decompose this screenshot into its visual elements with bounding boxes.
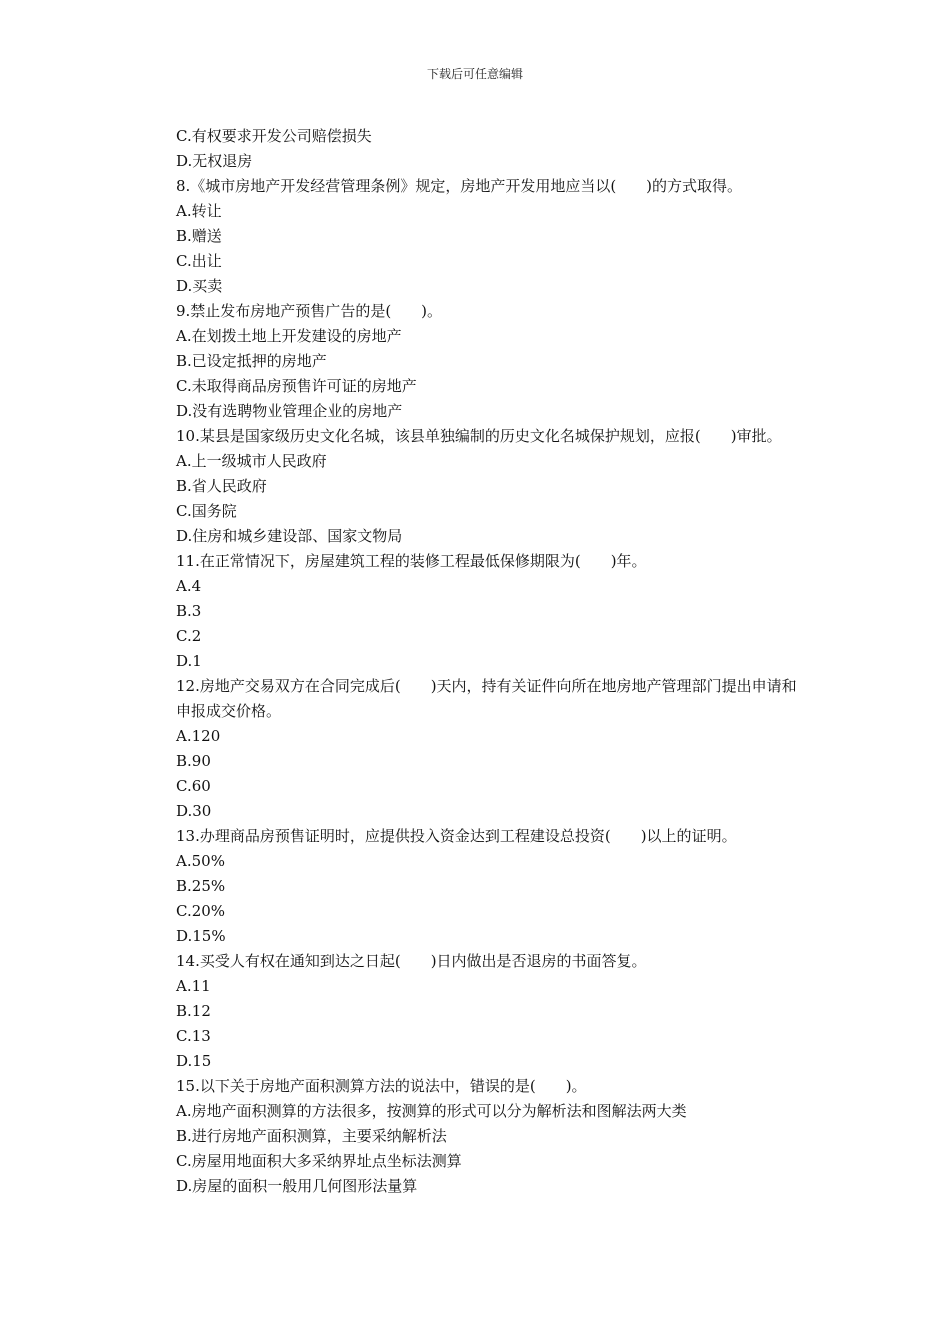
- answer-option: B.3: [176, 602, 202, 620]
- answer-option: B.进行房地产面积测算，主要采纳解析法: [176, 1127, 447, 1145]
- answer-option: D.30: [176, 802, 212, 820]
- answer-option: C.未取得商品房预售许可证的房地产: [176, 377, 417, 395]
- answer-option: A.上一级城市人民政府: [176, 452, 327, 470]
- answer-option: C.房屋用地面积大多采纳界址点坐标法测算: [176, 1152, 462, 1170]
- answer-option: D.没有选聘物业管理企业的房地产: [176, 402, 403, 420]
- answer-option: A.在划拨土地上开发建设的房地产: [176, 327, 402, 345]
- answer-option: B.25%: [176, 877, 226, 895]
- answer-option: C.20%: [176, 902, 226, 920]
- answer-option: D.1: [176, 652, 202, 670]
- answer-option: A.房地产面积测算的方法很多，按测算的形式可以分为解析法和图解法两大类: [176, 1102, 687, 1120]
- question-text: 9.禁止发布房地产预售广告的是( )。: [176, 302, 443, 320]
- answer-option: D.住房和城乡建设部、国家文物局: [176, 527, 403, 545]
- answer-option: C.出让: [176, 252, 222, 270]
- question-text: 12.房地产交易双方在合同完成后( )天内，持有关证件向所在地房地产管理部门提出申请和申报成交价格。: [176, 677, 797, 720]
- answer-option: A.50%: [176, 852, 225, 870]
- document-body: [145, 124, 810, 1199]
- answer-option: C.13: [176, 1027, 211, 1045]
- question-text: 15.以下关于房地产面积测算方法的说法中，错误的是( )。: [176, 1077, 587, 1095]
- answer-option: A.转让: [176, 202, 222, 220]
- answer-option: C.60: [176, 777, 211, 795]
- question-text: 13.办理商品房预售证明时，应提供投入资金达到工程建设总投资( )以上的证明。: [176, 827, 737, 845]
- page-header: 下载后可任意编辑: [426, 67, 523, 81]
- answer-option: B.已设定抵押的房地产: [176, 352, 327, 370]
- answer-option: B.赠送: [176, 227, 222, 245]
- question-text: 8.《城市房地产开发经营管理条例》规定，房地产开发用地应当以( )的方式取得。: [176, 177, 743, 195]
- answer-option: C.国务院: [176, 502, 237, 520]
- answer-option: D.15: [176, 1052, 212, 1070]
- answer-option: B.90: [176, 752, 211, 770]
- answer-option: D.无权退房: [176, 152, 253, 170]
- answer-option: C.2: [176, 627, 202, 645]
- answer-option: B.12: [176, 1002, 211, 1020]
- question-text: 14.买受人有权在通知到达之日起( )日内做出是否退房的书面答复。: [176, 952, 647, 970]
- answer-option: B.省人民政府: [176, 477, 267, 495]
- answer-option: A.4: [176, 577, 202, 595]
- answer-option: A.120: [176, 727, 221, 745]
- answer-option: A.11: [176, 977, 211, 995]
- answer-option: D.买卖: [176, 277, 223, 295]
- question-text: 10.某县是国家级历史文化名城，该县单独编制的历史文化名城保护规划，应报( )审批。: [176, 427, 782, 445]
- answer-option: D.15%: [176, 927, 226, 945]
- answer-option: D.房屋的面积一般用几何图形法量算: [176, 1177, 418, 1195]
- answer-option: C.有权要求开发公司赔偿损失: [176, 127, 372, 145]
- question-text: 11.在正常情况下，房屋建筑工程的装修工程最低保修期限为( )年。: [176, 552, 647, 570]
